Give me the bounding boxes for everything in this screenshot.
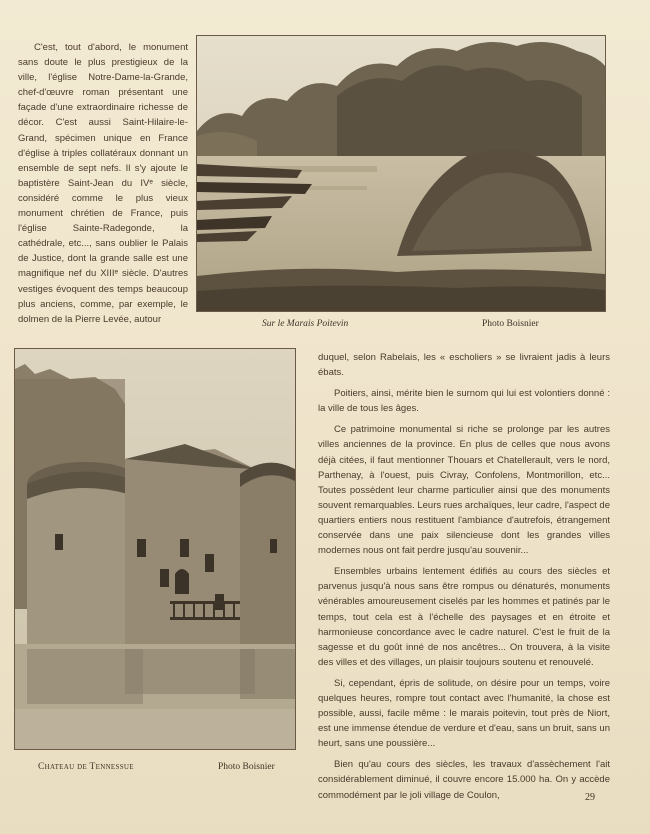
paragraph: Bien qu'au cours des siècles, les travaux d'assèchement l'ait considérablement diminué, il couvre encore 15.000 ha. On y accède commodément par le joli village de Coulon,: [318, 759, 610, 801]
paragraph: C'est, tout d'abord, le monument sans doute le plus prestigieux de la ville, l'église Notre-Dame-la-Grande, chef-d'œuvre roman présentant une façade d'une extraordinaire richesse de décor. C'est aussi Saint-Hilaire-le-Grand, spécimen unique en France d'église à triples collatéraux donnant un ensemble de sept nefs. Il s'y ajoute le baptistère Saint-Jean du IVᵉ siècle, considéré comme le plus vieux monument chrétien de France, puis l'église Sainte-Radegonde, la cathédrale, etc..., sans oublier le Palais de Justice, dont la grande salle est une magnifique nef du XIIIᵉ siècle. D'autres vestiges évoquent des temps beaucoup plus anciens, comme, par exemple, le dolmen de la Pierre Levée, autour: [18, 42, 188, 325]
right-text-column: [318, 350, 610, 809]
chateau-tennessue-photo: [14, 348, 296, 750]
chateau-image: [15, 349, 295, 749]
marais-poitevin-photo: [196, 35, 606, 312]
paragraph: Si, cependant, épris de solitude, on désire pour un temps, voire quelques heures, rompre tout contact avec l'humanité, la chose est possible, aussi, facile même : le marais poitevin, tout près de Niort, est une immense étendue de verdure et d'eau, sans un bruit, sans un heurt, sans une poussière...: [318, 677, 610, 750]
paragraph: duquel, selon Rabelais, les « escholiers » se livraient jadis à leurs ébats.: [318, 352, 610, 379]
page-number: 29: [585, 792, 595, 803]
left-text-column: [18, 40, 188, 333]
paragraph: Ce patrimoine monumental si riche se prolonge par les autres villes anciennes de la province. En plus de celles que nous avons déjà citées, il faut mentionner Thouars et Chatellerault, vers le nord, Parthenay, à l'ouest, puis Civray, Confolens, Montmorillon, etc... Toutes possèdent leur charme particulier ainsi que des monuments souvent remarquables. Leurs rues archaïques, leur cadre, l'aspect de quartiers entiers nous restituent l'ambiance d'autrefois, étrangement conservée dans une paix silencieuse dont les grandes villes modernes nous ont fait perdre jusqu'au souvenir...: [318, 424, 610, 557]
marais-photo-caption: Sur le Marais Poitevin: [262, 319, 349, 329]
marais-landscape-image: [197, 36, 605, 311]
marais-photo-credit: Photo Boisnier: [482, 319, 539, 329]
paragraph: Ensembles urbains lentement édifiés au cours des siècles et parvenus jusqu'à nous sans être rompus ou dénaturés, monuments vénérables amoureusement ciselés par les hommes et patinés par le temps, tout cela est à l'échelle des paysages et en étroite et harmonieuse concordance avec le cadre naturel. C'est le fruit de la sagesse et du goût inné de nos ancêtres... On trouvera, à la visite des villes et des villages, un plaisir toujours soutenu et renouvelé.: [318, 566, 610, 668]
paragraph: Poitiers, ainsi, mérite bien le surnom qui lui est volontiers donné : la ville de tous les âges.: [318, 388, 610, 415]
chateau-photo-caption: Chateau de Tennessue: [38, 762, 134, 772]
chateau-photo-credit: Photo Boisnier: [218, 762, 275, 772]
